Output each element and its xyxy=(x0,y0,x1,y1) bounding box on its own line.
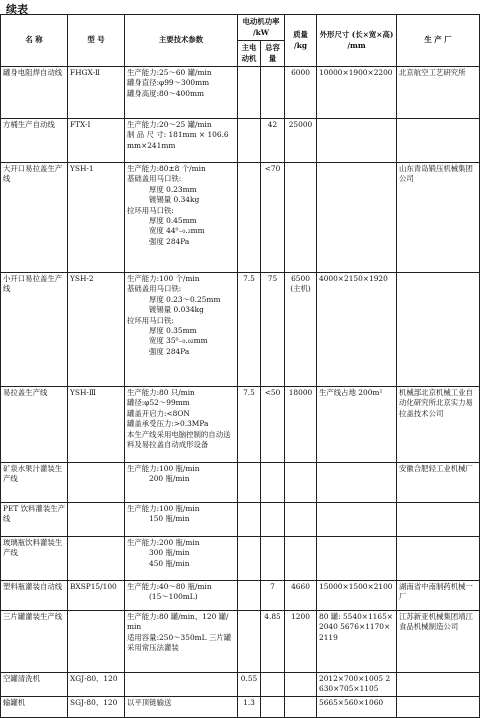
cell-name: 方桶生产自动线 xyxy=(1,119,68,163)
cell-maker: 江苏新亚机械集团靖江食品机械制造公司 xyxy=(397,611,480,673)
param-line: 生产能力:40～80 瓶/min xyxy=(127,582,212,591)
param-line: 强度 284Pa xyxy=(149,346,190,356)
cell-dims: 80 罐: 5540×1165×2040 5676×1170×2119 xyxy=(317,611,397,673)
cell-params xyxy=(125,119,238,163)
cell-model xyxy=(68,611,125,673)
table-row xyxy=(1,696,480,717)
cell-name: 大开口易拉盖生产线 xyxy=(1,163,68,273)
table-caption: 续表 xyxy=(6,3,28,16)
table-row xyxy=(1,503,480,537)
cell-params xyxy=(125,273,238,387)
cell-power-total xyxy=(261,503,285,537)
table-row xyxy=(1,581,480,611)
param-line: 200 瓶/min xyxy=(149,474,190,484)
param-line: 镀锡量 0.034kg xyxy=(149,305,204,315)
table-body xyxy=(1,67,480,718)
cell-model: BXSP15/100 xyxy=(68,581,125,611)
table-row xyxy=(1,463,480,503)
header-name: 名 称 xyxy=(1,15,68,67)
cell-power-main xyxy=(238,463,261,503)
param-line: 150 瓶/min xyxy=(149,514,190,524)
cell-params xyxy=(125,503,238,537)
cell-dims xyxy=(317,163,397,273)
cell-maker: 安徽合肥轻工业机械厂 xyxy=(397,463,480,503)
cell-dims: 2012×700×1005 2630×705×1105 xyxy=(317,673,397,697)
cell-model: FHGX-Ⅱ xyxy=(68,67,125,119)
param-line: 生产能力:200 瓶/min xyxy=(127,538,200,547)
cell-model: YSH-1 xyxy=(68,163,125,273)
param-line: 采用常压法灌装 xyxy=(127,643,179,653)
cell-mass xyxy=(285,503,317,537)
cell-maker: 山东青岛锻压机械集团公司 xyxy=(397,163,480,273)
param-line: 生产能力:100 瓶/min xyxy=(127,504,200,513)
table-row xyxy=(1,273,480,387)
cell-model xyxy=(68,463,125,503)
cell-params xyxy=(125,163,238,273)
cell-model: XGJ-80、120 xyxy=(68,673,125,697)
cell-power-total: 42 xyxy=(261,119,285,163)
param-line: 制 品 尺 寸: 181mm × 106.6mm×241mm xyxy=(127,130,229,150)
param-line: 生产能力:80 只/min xyxy=(127,388,195,397)
cell-power-main xyxy=(238,503,261,537)
param-line: 以平顶链输送 xyxy=(127,697,172,707)
cell-maker xyxy=(397,537,480,581)
cell-mass: 4660 xyxy=(285,581,317,611)
param-line: 镀锡量 0.34kg xyxy=(149,195,200,205)
header-dims: 外形尺寸 (长×宽×高) /mm xyxy=(317,15,397,67)
param-line: 生产能力:25～60 罐/min xyxy=(127,68,212,77)
cell-name: 塑料瓶灌装自动线 xyxy=(1,581,68,611)
param-line: 基础盖用马口铁: xyxy=(127,174,182,184)
cell-dims xyxy=(317,503,397,537)
param-line: 生产能力:20～25 罐/min xyxy=(127,120,212,129)
param-line: 300 瓶/min xyxy=(149,548,190,558)
cell-power-main: 7.5 xyxy=(238,387,261,463)
cell-dims xyxy=(317,119,397,163)
cell-name: 罐身电阻焊自动线 xyxy=(1,67,68,119)
param-line: 生产能力:80±8 个/min xyxy=(127,164,206,173)
cell-mass xyxy=(285,537,317,581)
table-row xyxy=(1,673,480,697)
param-line: 厚度 0.23～0.25mm xyxy=(149,294,221,304)
cell-dims: 4000×2150×1920 xyxy=(317,273,397,387)
cell-maker xyxy=(397,696,480,717)
cell-params xyxy=(125,611,238,673)
cell-dims: 生产线占地 200m² xyxy=(317,387,397,463)
table-row xyxy=(1,387,480,463)
cell-mass: 6500 (主机) xyxy=(285,273,317,387)
cell-model xyxy=(68,503,125,537)
cell-dims: 10000×1900×2200 xyxy=(317,67,397,119)
cell-dims xyxy=(317,463,397,503)
cell-power-total xyxy=(261,673,285,697)
cell-power-main: 0.55 xyxy=(238,673,261,697)
cell-dims xyxy=(317,537,397,581)
cell-power-main xyxy=(238,581,261,611)
cell-params xyxy=(125,581,238,611)
cell-model xyxy=(68,537,125,581)
param-line: 宽度 35⁰₋₀.₀₂mm xyxy=(149,336,208,346)
table-row xyxy=(1,119,480,163)
param-line: 拉环用马口铁: xyxy=(127,205,174,215)
param-line: 厚度 0.35mm xyxy=(149,326,197,336)
cell-params xyxy=(125,463,238,503)
param-line: 生产能力:80 罐/min、120 罐/min xyxy=(127,612,229,632)
cell-power-total: 4.85 xyxy=(261,611,285,673)
param-line: 罐盖开启力:<8ON xyxy=(127,408,190,418)
cell-power-main: 7.5 xyxy=(238,273,261,387)
cell-mass: 1200 xyxy=(285,611,317,673)
cell-maker xyxy=(397,503,480,537)
cell-name: 矿泉水果汁灌装生产线 xyxy=(1,463,68,503)
header-power-total: 总容量 xyxy=(261,41,285,67)
equipment-table xyxy=(0,14,480,718)
param-line: (15～100mL) xyxy=(149,592,198,602)
cell-power-main xyxy=(238,611,261,673)
cell-mass xyxy=(285,673,317,697)
cell-power-total: <50 xyxy=(261,387,285,463)
header-params: 主要技术参数 xyxy=(125,15,238,67)
param-line: 基础盖用马口铁: xyxy=(127,284,182,294)
param-line: 生产能力:100 个/min xyxy=(127,274,200,283)
param-line: 宽度 44⁰₋₀.₂mm xyxy=(149,226,205,236)
cell-power-total: <70 xyxy=(261,163,285,273)
cell-name: 易拉盖生产线 xyxy=(1,387,68,463)
cell-model: SGJ-80、120 xyxy=(68,696,125,717)
param-line: 厚度 0.23mm xyxy=(149,184,197,194)
header-power: 电动机功率 /kW xyxy=(238,15,285,41)
cell-model: FTX-Ⅰ xyxy=(68,119,125,163)
cell-name: 小开口易拉盖生产线 xyxy=(1,273,68,387)
cell-power-total: 75 xyxy=(261,273,285,387)
param-line: 本生产线采用电脑控制的自动送料及易拉盖自动成形设备 xyxy=(127,429,231,450)
cell-mass: 6000 xyxy=(285,67,317,119)
cell-power-total xyxy=(261,537,285,581)
cell-mass: 25000 xyxy=(285,119,317,163)
param-line: 强度 284Pa xyxy=(149,236,190,246)
param-line: 厚度 0.45mm xyxy=(149,216,197,226)
cell-name: 玻璃瓶饮料灌装生产线 xyxy=(1,537,68,581)
param-line: 罐盖承受压力:>0.3MPa xyxy=(127,419,209,429)
cell-params xyxy=(125,696,238,717)
header-mass: 质量 /kg xyxy=(285,15,317,67)
param-line: 适用容量:250～350mL 三片罐 xyxy=(127,632,232,642)
param-line: 拉环用马口铁: xyxy=(127,315,174,325)
cell-model: YSH-Ⅲ xyxy=(68,387,125,463)
cell-name: 空罐清洗机 xyxy=(1,673,68,697)
cell-power-total: 7 xyxy=(261,581,285,611)
cell-params xyxy=(125,67,238,119)
cell-maker xyxy=(397,273,480,387)
cell-dims: 15000×1500×2100 xyxy=(317,581,397,611)
header-model: 型 号 xyxy=(68,15,125,67)
cell-power-total xyxy=(261,696,285,717)
param-line: 罐身直径:φ99～300mm xyxy=(127,78,210,88)
cell-maker: 北京航空工艺研究所 xyxy=(397,67,480,119)
cell-maker: 机械部北京机械工业自动化研究所北京实力易拉盖技术公司 xyxy=(397,387,480,463)
cell-params xyxy=(125,537,238,581)
cell-power-main: 1.3 xyxy=(238,696,261,717)
table-row xyxy=(1,537,480,581)
cell-dims: 5665×560×1060 xyxy=(317,696,397,717)
cell-params xyxy=(125,673,238,697)
cell-mass: 18000 xyxy=(285,387,317,463)
cell-maker: 湖南省中南制药机械一厂 xyxy=(397,581,480,611)
header-power-main: 主电 动机 xyxy=(238,41,261,67)
cell-mass xyxy=(285,163,317,273)
cell-name: PET 饮料灌装生产线 xyxy=(1,503,68,537)
cell-power-main xyxy=(238,163,261,273)
cell-mass xyxy=(285,696,317,717)
cell-name: 输罐机 xyxy=(1,696,68,717)
cell-maker xyxy=(397,673,480,697)
cell-power-main xyxy=(238,119,261,163)
cell-maker xyxy=(397,119,480,163)
cell-power-total xyxy=(261,67,285,119)
table-row xyxy=(1,163,480,273)
param-line: 450 瓶/min xyxy=(149,558,190,568)
table-row xyxy=(1,67,480,119)
cell-power-main xyxy=(238,537,261,581)
cell-power-main xyxy=(238,67,261,119)
header-maker: 生 产 厂 xyxy=(397,15,480,67)
param-line: 罐身高度:80～400mm xyxy=(127,88,204,98)
cell-name: 三片罐灌装生产线 xyxy=(1,611,68,673)
cell-mass xyxy=(285,463,317,503)
table-row xyxy=(1,611,480,673)
cell-model: YSH-2 xyxy=(68,273,125,387)
cell-power-total xyxy=(261,463,285,503)
param-line: 生产能力:100 瓶/min xyxy=(127,464,200,473)
cell-params xyxy=(125,387,238,463)
param-line: 罐径:φ52～99mm xyxy=(127,398,190,408)
